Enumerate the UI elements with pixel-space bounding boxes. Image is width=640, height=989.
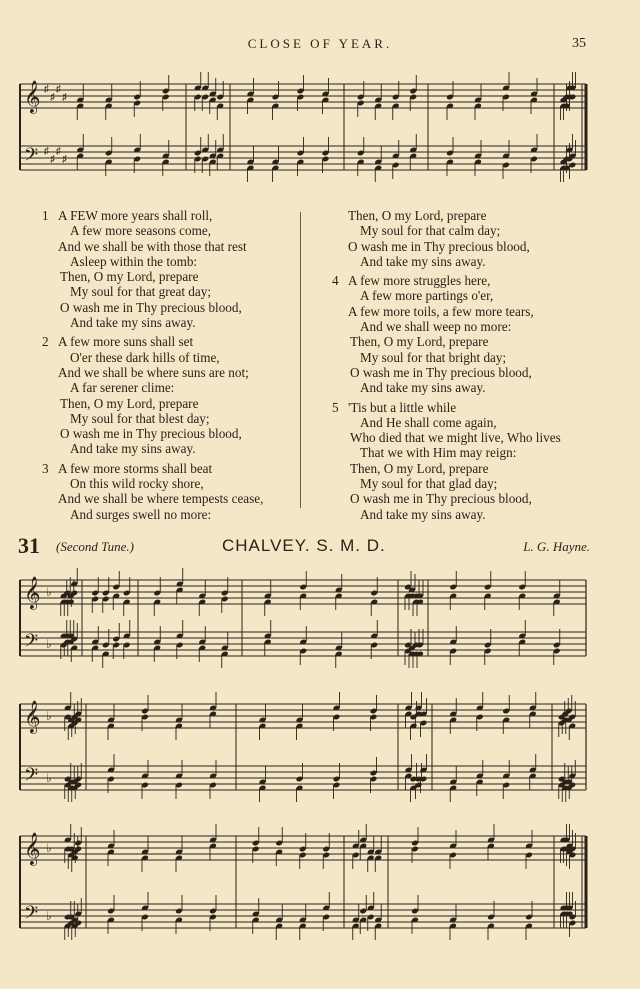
- key-flat-icon: ♭: [46, 585, 52, 599]
- verse: [332, 208, 622, 269]
- music-system-chalvey-2: [18, 692, 590, 810]
- verse-line: O wash me in Thy precious blood,: [348, 238, 530, 254]
- key-sharp-icon: ♯: [44, 84, 49, 95]
- tune-name: CHALVEY. S. M. D.: [222, 536, 386, 555]
- verse: [42, 334, 294, 456]
- hymn-verses: [42, 208, 602, 522]
- key-flat-icon: ♭: [46, 771, 52, 785]
- verses-left-column: [42, 208, 294, 526]
- treble-clef-icon: 𝄞: [24, 832, 41, 865]
- key-flat-icon: ♭: [46, 841, 52, 855]
- treble-clef-icon: 𝄞: [24, 80, 41, 113]
- hymn-number: 31: [18, 533, 40, 558]
- verse-line: A few more struggles here,: [348, 273, 491, 289]
- verse-line: Then, O my Lord, prepare: [350, 334, 489, 350]
- verse-line: Asleep within the tomb:: [70, 253, 198, 269]
- verse-line: O wash me in Thy precious blood,: [60, 299, 242, 315]
- verse-line: My soul for that glad day;: [360, 476, 498, 492]
- key-sharp-icon: ♯: [62, 92, 67, 103]
- verse-line: And surges swell no more:: [70, 506, 212, 522]
- key-sharp-icon: ♯: [50, 92, 55, 103]
- verse: [42, 208, 294, 330]
- verse-line: Then, O my Lord, prepare: [60, 395, 199, 411]
- verse-line: And we shall be with those that rest: [58, 238, 247, 254]
- verse-line: And He shall come again,: [360, 414, 497, 430]
- verse-line: My soul for that bright day;: [360, 349, 507, 365]
- key-sharp-icon: ♯: [50, 154, 55, 165]
- page-title: CLOSE OF YEAR.: [247, 36, 393, 51]
- verse: [332, 273, 622, 395]
- second-tune-label: (Second Tune.): [56, 539, 134, 554]
- key-sharp-icon: ♯: [56, 84, 61, 95]
- verse-line: And we shall weep no more:: [360, 319, 512, 335]
- verse-line: My soul for that blest day;: [70, 410, 210, 426]
- verse-line: My soul for that calm day;: [360, 223, 501, 239]
- verse-line: A FEW more years shall roll,: [58, 208, 213, 223]
- tune-heading: [18, 533, 590, 560]
- verse-line: That we with Him may reign:: [360, 445, 517, 461]
- verse-number: 2: [42, 334, 49, 350]
- treble-clef-icon: 𝄞: [24, 576, 41, 609]
- page-header: [0, 36, 640, 56]
- verse-line: And take my sins away.: [70, 441, 196, 457]
- verse-line: And take my sins away.: [70, 315, 196, 331]
- verse-line: Who died that we might live, Who lives: [350, 430, 561, 446]
- bass-clef-icon: 𝄢: [24, 765, 39, 790]
- key-sharp-icon: ♯: [62, 154, 67, 165]
- key-flat-icon: ♭: [46, 709, 52, 723]
- verse-line: And take my sins away.: [360, 380, 486, 396]
- verse-line: A far serener clime:: [70, 380, 175, 396]
- music-system-close-of-year: [18, 66, 590, 194]
- verse: [332, 400, 622, 522]
- verse-line: O wash me in Thy precious blood,: [350, 491, 532, 507]
- verse-line: A few more partings o'er,: [360, 288, 494, 304]
- verse-line: And take my sins away.: [360, 506, 486, 522]
- key-flat-icon: ♭: [46, 637, 52, 651]
- verse-line: A few more toils, a few more tears,: [348, 303, 534, 319]
- verse: [42, 461, 294, 522]
- music-system-chalvey-3: [18, 820, 590, 950]
- verse-line: Then, O my Lord, prepare: [350, 460, 489, 476]
- verse-number: 3: [42, 460, 49, 476]
- verse-line: A few more suns shall set: [58, 334, 194, 350]
- verse-line: On this wild rocky shore,: [70, 476, 204, 492]
- key-sharp-icon: ♯: [56, 146, 61, 157]
- verse-line: 'Tis but a little while: [348, 399, 457, 415]
- verse-number: 5: [332, 399, 339, 415]
- verse-line: Then, O my Lord, prepare: [348, 208, 487, 223]
- verse-line: O'er these dark hills of time,: [70, 349, 220, 365]
- verse-line: Then, O my Lord, prepare: [60, 269, 199, 285]
- verse-line: And take my sins away.: [360, 253, 486, 269]
- music-system-chalvey-1: [18, 568, 590, 676]
- treble-clef-icon: 𝄞: [24, 700, 41, 733]
- column-divider: [300, 212, 301, 508]
- verse-line: A few more seasons come,: [70, 223, 211, 239]
- page-number: 35: [572, 36, 586, 51]
- verse-line: And we shall be where tempests cease,: [58, 491, 264, 507]
- verses-right-column: [332, 208, 622, 526]
- bass-clef-icon: 𝄢: [24, 903, 39, 928]
- composer: L. G. Hayne.: [523, 539, 590, 554]
- verse-line: O wash me in Thy precious blood,: [60, 426, 242, 442]
- bass-clef-icon: 𝄢: [24, 145, 39, 170]
- verse-line: My soul for that great day;: [70, 284, 211, 300]
- bass-clef-icon: 𝄢: [24, 631, 39, 656]
- verse-line: O wash me in Thy precious blood,: [350, 364, 532, 380]
- verse-line: A few more storms shall beat: [58, 460, 213, 476]
- verse-number: 1: [42, 208, 49, 223]
- verse-number: 4: [332, 273, 339, 289]
- key-sharp-icon: ♯: [44, 146, 49, 157]
- key-flat-icon: ♭: [46, 909, 52, 923]
- verse-line: And we shall be where suns are not;: [58, 364, 249, 380]
